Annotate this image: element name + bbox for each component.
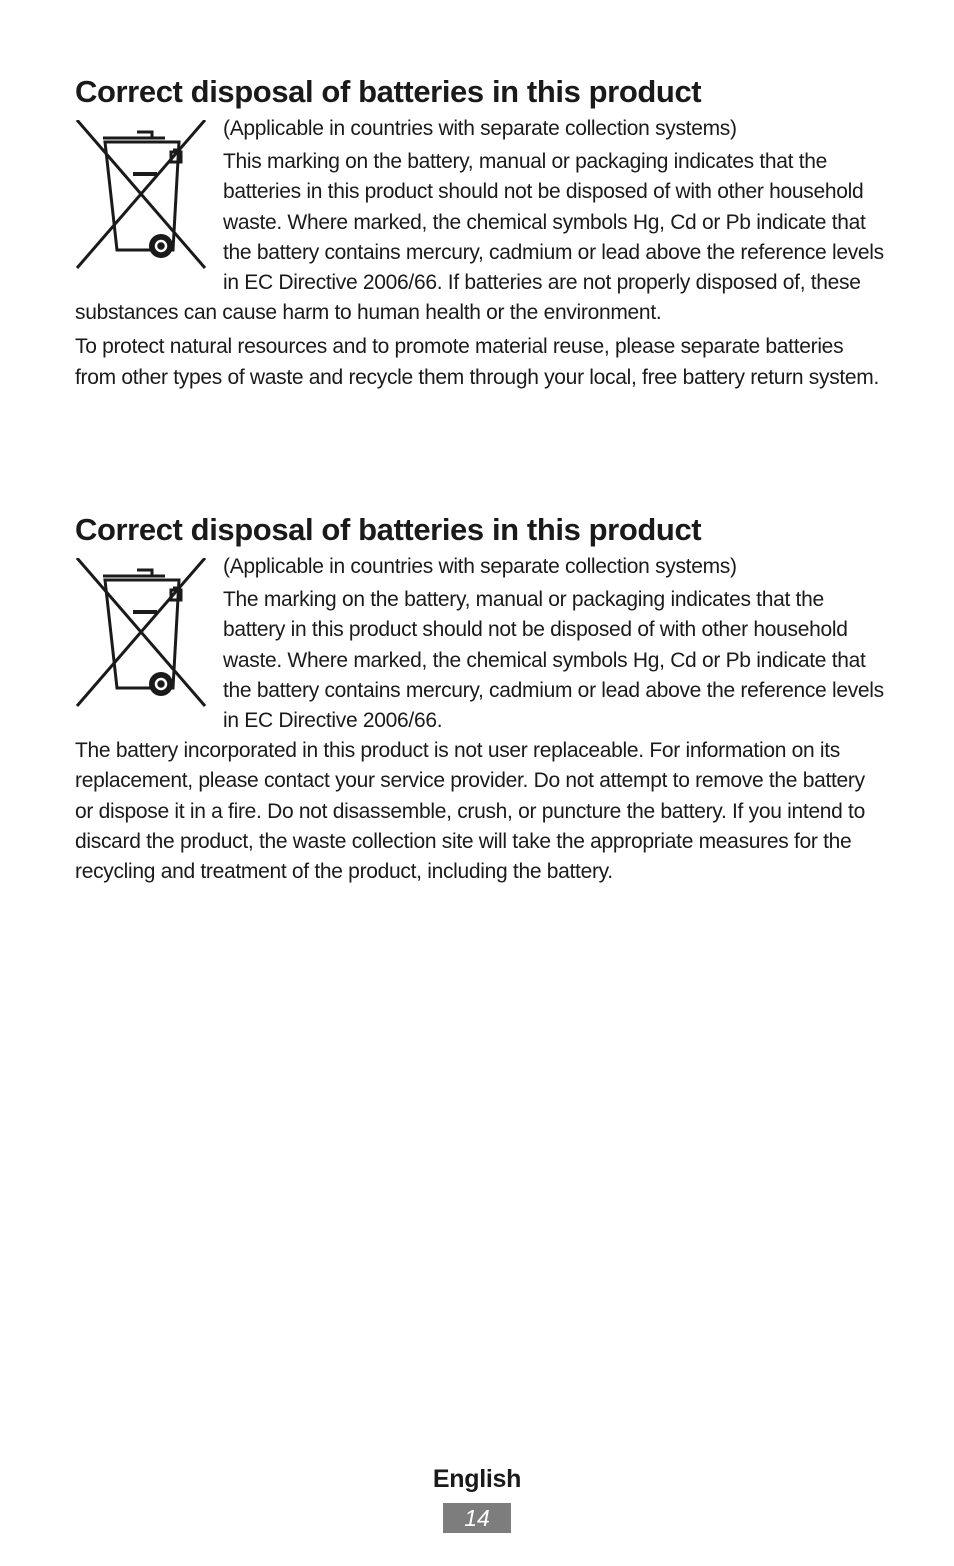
- section-body: [75, 114, 885, 393]
- applicability-note: (Applicable in countries with separate collection systems): [223, 117, 737, 140]
- disposal-paragraph: The battery incorporated in this product is not user replaceable. For information on its replacement, please contact your service provider. Do not attempt to remove the battery or dispose it in a fire. Do not disassemble, crush, or puncture the battery. If you intend to discard the product, the waste collection site will take the appropriate measures for the recycling and treatment of the product, including the battery.: [75, 739, 865, 884]
- page-number-badge: 14: [443, 1503, 511, 1533]
- section-body: [75, 552, 885, 887]
- page-footer: [0, 1462, 954, 1533]
- applicability-note: (Applicable in countries with separate collection systems): [223, 555, 737, 578]
- language-label: English: [432, 1465, 522, 1493]
- crossed-out-wheelie-bin-icon: [75, 120, 207, 270]
- crossed-out-wheelie-bin-icon: [75, 558, 207, 708]
- section-heading: Correct disposal of batteries in this product: [75, 74, 702, 109]
- disposal-paragraph: This marking on the battery, manual or packaging indicates that the batteries in this product should not be disposed of with other household waste. Where marked, the chemical symbols Hg, Cd or Pb indicate that the battery contains mercury, cadmium or lead above the reference levels in EC Directive 2006/66. If batteries are not properly disposed of, these substances can cause harm to human health or the environment.: [75, 150, 884, 325]
- battery-disposal-section-2: [75, 510, 885, 887]
- battery-disposal-section-1: [75, 72, 885, 393]
- disposal-paragraph: The marking on the battery, manual or packaging indicates that the battery in this product should not be disposed of with other household waste. Where marked, the chemical symbols Hg, Cd or Pb indicate that the battery contains mercury, cadmium or lead above the reference levels in EC Directive 2006/66.: [223, 588, 884, 733]
- disposal-paragraph: To protect natural resources and to promote material reuse, please separate batteries from other types of waste and recycle them through your local, free battery return system.: [75, 335, 880, 389]
- section-heading: Correct disposal of batteries in this product: [75, 512, 702, 547]
